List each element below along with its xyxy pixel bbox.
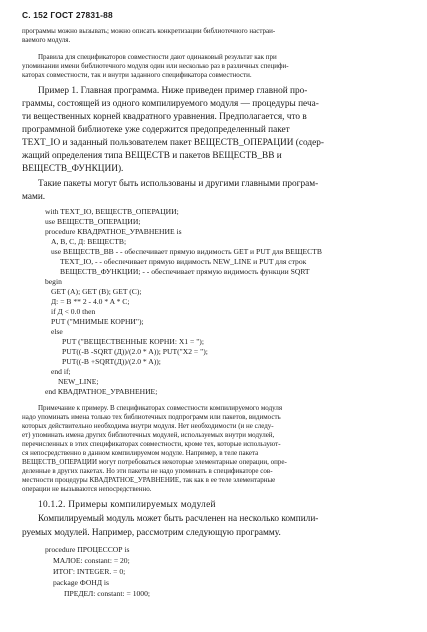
code-line: with TEXT_IO, ВЕЩЕСТВ_ОПЕРАЦИИ; bbox=[45, 207, 179, 216]
code-line: if Д < 0.0 then bbox=[51, 307, 96, 316]
code-line: use ВЕЩЕСТВ_ВВ - - обеспечивает прямую видимость GET и PUT для ВЕЩЕСТВ bbox=[51, 247, 322, 256]
text-line: Примечание к примеру. В спецификаторах совместности компилируемого модуля bbox=[38, 404, 283, 412]
code-line: GET (A); GET (B); GET (C); bbox=[51, 287, 142, 296]
code-line: use ВЕЩЕСТВ_ОПЕРАЦИИ; bbox=[45, 217, 141, 226]
code-line: procedure КВАДРАТНОЕ_УРАВНЕНИЕ is bbox=[45, 227, 182, 236]
code-line: МАЛОЕ: constant: = 20; bbox=[53, 556, 130, 565]
text-line: граммы, состоящей из одного компилируемого модуля — процедуры печа- bbox=[22, 99, 319, 109]
text-line: ВЕЩЕСТВ_ФУНКЦИИ). bbox=[22, 164, 124, 174]
text-line: упоминании имени библиотечного модуля один или несколько раз в различных специфи- bbox=[22, 62, 289, 70]
section-title: 10.1.2. Примеры компилируемых модулей bbox=[38, 500, 216, 510]
code-line: else bbox=[51, 327, 63, 336]
code-line: begin bbox=[45, 277, 62, 286]
text-line: Компилируемый модуль может быть расчленен на несколько компили- bbox=[38, 514, 319, 524]
code-line: PUT ("МНИМЫЕ КОРНИ"); bbox=[51, 317, 144, 326]
code-line: package ФОНД is bbox=[53, 578, 109, 587]
text-line: жащий определения типа ВЕЩЕСТВ и пакетов ВЕЩЕСТВ_ВВ и bbox=[22, 151, 282, 161]
text-line: TEXT_IO и заданный пользователем пакет ВЕЩЕСТВ_ОПЕРАЦИИ (содер- bbox=[22, 138, 324, 148]
text-line: деленные в других пакетах. Но эти пакеты не надо упоминать в спецификаторе сов- bbox=[22, 467, 273, 475]
text-line: которых действительно необходима внутри модуля. Нет необходимости (и не следу- bbox=[22, 422, 274, 430]
text-line: программной библиотеке уже содержится предопределенный пакет bbox=[22, 125, 290, 135]
code-line: end if; bbox=[51, 367, 71, 376]
text-line: ти вещественных корней квадратного уравнения. Предполагается, что в bbox=[22, 112, 307, 122]
text-line: перечисленных в этих спецификаторах совместности, кроме тех, которые используют- bbox=[22, 440, 281, 448]
text-line: ВЕЩЕСТВ_ОПЕРАЦИИ могут потребоваться некоторые элементарные операции, опре- bbox=[22, 458, 287, 466]
code-line: PUT ("ВЕЩЕСТВЕННЫЕ КОРНИ: X1 = "); bbox=[62, 337, 204, 346]
text-line: Пример 1. Главная программа. Ниже приведен пример главной про- bbox=[38, 86, 308, 96]
text-line: руемых модулей. Например, рассмотрим следующую программу. bbox=[22, 528, 281, 538]
code-line: A, B, C, Д: ВЕЩЕСТВ; bbox=[51, 237, 127, 246]
text-line: Такие пакеты могут быть использованы и другими главными програм- bbox=[38, 179, 319, 189]
code-line: NEW_LINE; bbox=[58, 377, 99, 386]
code-line: procedure ПРОЦЕССОР is bbox=[45, 545, 130, 554]
text-line: надо упоминать имена только тех библиотечных подпрограмм или пакетов, видимость bbox=[22, 413, 281, 421]
text-line: каторах совместности, так и внутри заданного спецификатора совместности. bbox=[22, 71, 252, 79]
text-line: местности процедуры КВАДРАТНОЕ_УРАВНЕНИЕ, так как в ее теле элементарные bbox=[22, 476, 276, 484]
text-line: операции не вызываются непосредственно. bbox=[22, 485, 152, 493]
text-line: Правила для спецификаторов совместности дают одинаковый результат как при bbox=[38, 53, 277, 61]
code-line: end КВАДРАТНОЕ_УРАВНЕНИЕ; bbox=[45, 387, 158, 396]
text-line: программы можно вызывать; можно описать конкретизации библиотечного настраи- bbox=[22, 27, 276, 35]
code-line: Д: = B ** 2 - 4.0 * A * C; bbox=[51, 297, 130, 306]
code-line: ВЕЩЕСТВ_ФУНКЦИИ; - - обеспечивает прямую видимость функции SQRT bbox=[60, 267, 310, 276]
code-line: ПРЕДЕЛ: constant: = 1000; bbox=[64, 589, 151, 598]
text-line: ет) упоминать имена других библиотечных модулей, используемых внутри модулей, bbox=[22, 431, 275, 439]
text-line: ся непосредственно в данном компилируемом модуле. Например, в теле пакета bbox=[22, 449, 259, 457]
text-line: мами. bbox=[22, 192, 46, 202]
code-line: TEXT_IO, - - обеспечивает прямую видимость NEW_LINE и PUT для строк bbox=[60, 257, 307, 266]
code-line: ИТОГ: INTEGER. = 0; bbox=[53, 567, 126, 576]
page-header: С. 152 ГОСТ 27831-88 bbox=[22, 10, 113, 20]
code-line: PUT((-B +SQRT(Д))/(2.0 * A)); bbox=[62, 357, 161, 366]
code-line: PUT((-B -SQRT (Д))/(2.0 * A)); PUT("X2 = "); bbox=[62, 347, 208, 356]
text-line: ваемого модуля. bbox=[22, 36, 71, 44]
